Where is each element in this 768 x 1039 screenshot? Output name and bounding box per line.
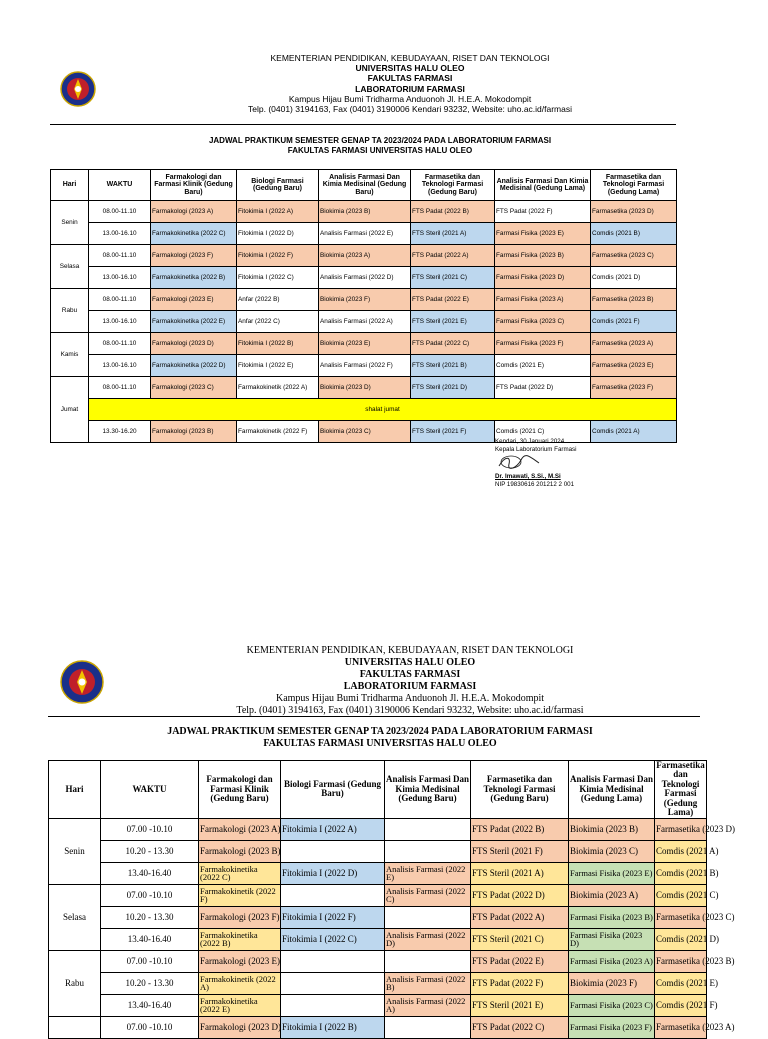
- schedule-cell: Farmakokinetik (2022 A): [199, 972, 281, 994]
- time-cell: 13.40-16.40: [101, 994, 199, 1016]
- schedule-cell: Farmakokinetika (2022 E): [199, 994, 281, 1016]
- schedule-cell: [281, 972, 385, 994]
- schedule-cell: Comdis (2021 B): [655, 862, 707, 884]
- schedule-cell: Biokimia (2023 C): [319, 421, 411, 443]
- schedule-cell: Analisis Farmasi (2022 E): [385, 862, 471, 884]
- table-row: [51, 421, 677, 443]
- university-name: UNIVERSITAS HALU OLEO: [355, 63, 465, 74]
- table-row: [49, 1016, 707, 1038]
- schedule-cell: Farmasetika (2023 E): [591, 355, 677, 377]
- schedule-cell: Farmakokinetik (2022 A): [237, 377, 319, 399]
- faculty-name: FAKULTAS FARMASI: [367, 73, 453, 84]
- column-header: Analisis Farmasi Dan Kimia Medisinal (Gedung Baru): [385, 761, 471, 819]
- schedule-cell: Analisis Farmasi (2022 A): [385, 994, 471, 1016]
- schedule-cell: Biokimia (2023 B): [319, 201, 411, 223]
- table-row: [51, 201, 677, 223]
- schedule-table: [48, 760, 735, 1039]
- schedule-cell: Farmasi Fisika (2023 C): [569, 994, 655, 1016]
- contact-info: Telp. (0401) 3194163, Fax (0401) 3190006 Kendari 93232, Website: uho.ac.id/farmasi: [248, 103, 572, 114]
- table-row: [49, 862, 707, 884]
- column-header: Analisis Farmasi Dan Kimia Medisinal (Gedung Lama): [495, 170, 591, 201]
- schedule-cell: Comdis (2021 E): [495, 355, 591, 377]
- schedule-cell: [281, 884, 385, 906]
- column-header: Farmasetika dan Teknologi Farmasi (Gedung Baru): [471, 761, 569, 819]
- university-logo-icon: [60, 660, 104, 704]
- time-cell: 07.00 -10.10: [101, 884, 199, 906]
- schedule-cell: Farmakologi (2023 E): [199, 950, 281, 972]
- day-label: Rabu: [51, 289, 89, 333]
- schedule-cell: FTS Padat (2022 E): [471, 950, 569, 972]
- schedule-cell: Analisis Farmasi (2022 C): [385, 884, 471, 906]
- schedule-cell: Biokimia (2023 D): [319, 377, 411, 399]
- ministry-name: KEMENTERIAN PENDIDIKAN, KEBUDAYAAN, RISET DAN TEKNOLOGI: [246, 645, 574, 656]
- schedule-cell: Fitokimia I (2022 C): [237, 267, 319, 289]
- schedule-cell: FTS Padat (2022 B): [471, 818, 569, 840]
- time-cell: 10.20 - 13.30: [101, 972, 199, 994]
- schedule-cell: Farmasetika (2023 B): [591, 289, 677, 311]
- lab-name: LABORATORIUM FARMASI: [343, 681, 477, 692]
- university-logo-icon: [60, 68, 96, 110]
- table-row: [49, 840, 707, 862]
- schedule-cell: FTS Padat (2022 D): [471, 884, 569, 906]
- time-cell: 08.00-11.10: [89, 245, 151, 267]
- column-header: Biologi Farmasi (Gedung Baru): [237, 170, 319, 201]
- schedule-cell: Farmasi Fisika (2023 B): [495, 245, 591, 267]
- day-label: Selasa: [51, 245, 89, 289]
- schedule-cell: Farmakokinetika (2022 E): [151, 311, 237, 333]
- time-cell: 13.00-16.10: [89, 223, 151, 245]
- signature-mark-icon: [495, 454, 545, 470]
- time-cell: 13.40-16.40: [101, 928, 199, 950]
- schedule-cell: Fitokimia I (2022 C): [281, 928, 385, 950]
- day-label: Senin: [51, 201, 89, 245]
- table-row: [49, 818, 707, 840]
- time-cell: 08.00-11.10: [89, 289, 151, 311]
- schedule-title: [100, 136, 660, 155]
- table-row: [51, 245, 677, 267]
- table-row: [49, 994, 707, 1016]
- schedule-cell: FTS Padat (2022 B): [411, 201, 495, 223]
- title-line-1: JADWAL PRAKTIKUM SEMESTER GENAP TA 2023/2024 PADA LABORATORIUM FARMASI: [208, 136, 552, 145]
- schedule-cell: Farmasetika (2023 B): [655, 950, 707, 972]
- sign-role: Kepala Laboratorium Farmasi: [495, 446, 577, 454]
- schedule-cell: Farmakologi (2023 D): [199, 1016, 281, 1038]
- schedule-cell: Farmakokinetika (2022 C): [199, 862, 281, 884]
- schedule-cell: Farmasi Fisika (2023 F): [569, 1016, 655, 1038]
- schedule-cell: FTS Padat (2022 A): [411, 245, 495, 267]
- time-cell: 07.00 -10.10: [101, 1016, 199, 1038]
- schedule-cell: FTS Steril (2021 F): [411, 421, 495, 443]
- schedule-cell: Biokimia (2023 F): [569, 972, 655, 994]
- table-row: [49, 928, 707, 950]
- schedule-cell: Analisis Farmasi (2022 D): [385, 928, 471, 950]
- time-cell: 13.00-16.10: [89, 355, 151, 377]
- address: Kampus Hijau Bumi Tridharma Anduonoh Jl. H.E.A. Mokodompit: [275, 693, 545, 704]
- time-cell: 10.20 - 13.30: [101, 906, 199, 928]
- time-cell: 13.30-16.20: [89, 421, 151, 443]
- schedule-cell: Fitokimia I (2022 F): [237, 245, 319, 267]
- column-header: WAKTU: [89, 170, 151, 201]
- schedule-cell: FTS Padat (2022 C): [411, 333, 495, 355]
- table-row: [51, 355, 677, 377]
- letterhead: [160, 645, 660, 717]
- schedule-cell: [385, 818, 471, 840]
- time-cell: 08.00-11.10: [89, 201, 151, 223]
- column-header: Hari: [51, 170, 89, 201]
- schedule-cell: Analisis Farmasi (2022 D): [319, 267, 411, 289]
- schedule-cell: Comdis (2021 B): [591, 223, 677, 245]
- letterhead: [160, 53, 660, 114]
- address: Kampus Hijau Bumi Tridharma Anduonoh Jl. H.E.A. Mokodompit: [288, 93, 532, 104]
- sign-date: Kendari, 30 Januari 2024: [495, 438, 565, 445]
- ministry-name: KEMENTERIAN PENDIDIKAN, KEBUDAYAAN, RISET DAN TEKNOLOGI: [270, 53, 550, 63]
- schedule-cell: Fitokimia I (2022 D): [281, 862, 385, 884]
- column-header: Analisis Farmasi Dan Kimia Medisinal (Gedung Lama): [569, 761, 655, 819]
- schedule-cell: FTS Steril (2021 E): [411, 311, 495, 333]
- schedule-cell: Fitokimia I (2022 A): [281, 818, 385, 840]
- schedule-cell: FTS Padat (2022 F): [471, 972, 569, 994]
- schedule-cell: Farmakologi (2023 D): [151, 333, 237, 355]
- schedule-cell: Farmakokinetik (2022 F): [237, 421, 319, 443]
- schedule-cell: Fitokimia I (2022 A): [237, 201, 319, 223]
- schedule-cell: Comdis (2021 C): [655, 884, 707, 906]
- table-row: [51, 311, 677, 333]
- schedule-cell: Fitokimia I (2022 D): [237, 223, 319, 245]
- break-row-label: shalat jumat: [89, 399, 677, 421]
- day-label: Jumat: [51, 377, 89, 443]
- schedule-cell: Analisis Farmasi (2022 F): [319, 355, 411, 377]
- table-row: [49, 972, 707, 994]
- schedule-cell: Farmakokinetika (2022 D): [151, 355, 237, 377]
- schedule-cell: Farmasi Fisika (2023 C): [495, 311, 591, 333]
- schedule-cell: FTS Steril (2021 A): [411, 223, 495, 245]
- schedule-cell: Farmasi Fisika (2023 F): [495, 333, 591, 355]
- table-row: [51, 399, 677, 421]
- schedule-cell: FTS Steril (2021 B): [411, 355, 495, 377]
- header-divider: [48, 716, 700, 717]
- schedule-cell: Fitokimia I (2022 B): [237, 333, 319, 355]
- schedule-cell: FTS Padat (2022 E): [411, 289, 495, 311]
- schedule-cell: Farmasi Fisika (2023 E): [495, 223, 591, 245]
- schedule-cell: [281, 950, 385, 972]
- schedule-cell: Comdis (2021 D): [591, 267, 677, 289]
- schedule-cell: Farmasetika (2023 C): [591, 245, 677, 267]
- column-header: Biologi Farmasi (Gedung Baru): [281, 761, 385, 819]
- schedule-cell: FTS Padat (2022 C): [471, 1016, 569, 1038]
- table-header-row: [51, 170, 677, 201]
- schedule-cell: Analisis Farmasi (2022 B): [385, 972, 471, 994]
- table-row: [51, 333, 677, 355]
- schedule-cell: Farmasi Fisika (2023 A): [495, 289, 591, 311]
- schedule-cell: Farmasetika (2023 D): [591, 201, 677, 223]
- schedule-cell: [385, 906, 471, 928]
- schedule-cell: Farmakokinetika (2022 B): [151, 267, 237, 289]
- schedule-cell: Comdis (2021 A): [591, 421, 677, 443]
- lab-name: LABORATORIUM FARMASI: [355, 83, 465, 94]
- schedule-cell: [385, 840, 471, 862]
- table-row: [51, 377, 677, 399]
- column-header: Analisis Farmasi Dan Kimia Medisinal (Gedung Baru): [319, 170, 411, 201]
- table-row: [49, 950, 707, 972]
- header-divider: [50, 124, 676, 125]
- column-header: Hari: [49, 761, 101, 819]
- schedule-cell: Comdis (2021 E): [655, 972, 707, 994]
- schedule-cell: Farmasetika (2023 A): [591, 333, 677, 355]
- table-header-row: [49, 761, 707, 819]
- schedule-cell: FTS Padat (2022 F): [495, 201, 591, 223]
- schedule-cell: Farmakologi (2023 B): [151, 421, 237, 443]
- schedule-page-2: [0, 620, 768, 1033]
- schedule-cell: Anfar (2022 B): [237, 289, 319, 311]
- title-line-1: JADWAL PRAKTIKUM SEMESTER GENAP TA 2023/2024 PADA LABORATORIUM FARMASI: [167, 726, 593, 737]
- schedule-cell: FTS Steril (2021 D): [411, 377, 495, 399]
- schedule-cell: [281, 840, 385, 862]
- schedule-cell: FTS Steril (2021 C): [411, 267, 495, 289]
- schedule-cell: Farmasetika (2023 D): [655, 818, 707, 840]
- schedule-cell: Anfar (2022 C): [237, 311, 319, 333]
- schedule-cell: Farmakokinetika (2022 C): [151, 223, 237, 245]
- schedule-cell: Farmakologi (2023 E): [151, 289, 237, 311]
- table-row: [51, 289, 677, 311]
- schedule-cell: Farmasetika (2023 C): [655, 906, 707, 928]
- table-row: [51, 223, 677, 245]
- time-cell: 13.00-16.10: [89, 267, 151, 289]
- schedule-cell: Farmasetika (2023 F): [591, 377, 677, 399]
- schedule-cell: Analisis Farmasi (2022 E): [319, 223, 411, 245]
- contact-info: Telp. (0401) 3194163, Fax (0401) 3190006 Kendari 93232, Website: uho.ac.id/farmasi: [236, 705, 584, 716]
- time-cell: 13.00-16.10: [89, 311, 151, 333]
- column-header: WAKTU: [101, 761, 199, 819]
- schedule-cell: Farmakologi (2023 F): [151, 245, 237, 267]
- column-header: Farmakologi dan Farmasi Klinik (Gedung Baru): [151, 170, 237, 201]
- schedule-cell: [281, 994, 385, 1016]
- title-line-2: FAKULTAS FARMASI UNIVERSITAS HALU OLEO: [287, 145, 473, 155]
- time-cell: 07.00 -10.10: [101, 950, 199, 972]
- schedule-cell: Farmakokinetika (2022 B): [199, 928, 281, 950]
- sign-name: Dr. Imawati, S.Si., M.Si: [495, 473, 561, 481]
- schedule-cell: Analisis Farmasi (2022 A): [319, 311, 411, 333]
- schedule-cell: Farmakologi (2023 A): [151, 201, 237, 223]
- schedule-cell: Biokimia (2023 B): [569, 818, 655, 840]
- schedule-cell: Fitokimia I (2022 F): [281, 906, 385, 928]
- table-row: [49, 884, 707, 906]
- schedule-cell: FTS Padat (2022 A): [471, 906, 569, 928]
- schedule-cell: Comdis (2021 D): [655, 928, 707, 950]
- schedule-cell: Farmakologi (2023 C): [151, 377, 237, 399]
- schedule-cell: FTS Steril (2021 C): [471, 928, 569, 950]
- schedule-cell: Farmasi Fisika (2023 D): [495, 267, 591, 289]
- schedule-cell: Comdis (2021 F): [655, 994, 707, 1016]
- title-line-2: FAKULTAS FARMASI UNIVERSITAS HALU OLEO: [263, 738, 497, 749]
- schedule-cell: Fitokimia I (2022 E): [237, 355, 319, 377]
- schedule-cell: FTS Steril (2021 E): [471, 994, 569, 1016]
- schedule-cell: Farmakokinetik (2022 F): [199, 884, 281, 906]
- schedule-cell: Biokimia (2023 F): [319, 289, 411, 311]
- schedule-cell: Farmakologi (2023 B): [199, 840, 281, 862]
- schedule-table: [50, 169, 677, 443]
- schedule-cell: Comdis (2021 C): [495, 421, 591, 443]
- day-label: Selasa: [49, 884, 101, 950]
- schedule-cell: FTS Padat (2022 D): [495, 377, 591, 399]
- day-label: Kamis: [51, 333, 89, 377]
- time-cell: 13.40-16.40: [101, 862, 199, 884]
- schedule-cell: Farmasi Fisika (2023 A): [569, 950, 655, 972]
- column-header: Farmasetika dan Teknologi Farmasi (Gedung Baru): [411, 170, 495, 201]
- schedule-cell: [385, 950, 471, 972]
- time-cell: 08.00-11.10: [89, 333, 151, 355]
- schedule-cell: Biokimia (2023 A): [569, 884, 655, 906]
- time-cell: 08.00-11.10: [89, 377, 151, 399]
- schedule-cell: FTS Steril (2021 F): [471, 840, 569, 862]
- schedule-cell: Biokimia (2023 C): [569, 840, 655, 862]
- schedule-cell: Comdis (2021 F): [591, 311, 677, 333]
- table-row: [51, 267, 677, 289]
- faculty-name: FAKULTAS FARMASI: [359, 669, 461, 680]
- schedule-cell: Biokimia (2023 E): [319, 333, 411, 355]
- schedule-cell: Farmakologi (2023 A): [199, 818, 281, 840]
- table-row: [49, 906, 707, 928]
- time-cell: 10.20 - 13.30: [101, 840, 199, 862]
- schedule-cell: Biokimia (2023 A): [319, 245, 411, 267]
- day-label: Senin: [49, 818, 101, 884]
- sign-nip: NIP 19830616 201212 2 001: [495, 481, 575, 489]
- schedule-cell: [385, 1016, 471, 1038]
- schedule-title: [100, 726, 660, 750]
- time-cell: 07.00 -10.10: [101, 818, 199, 840]
- column-header: Farmakologi dan Farmasi Klinik (Gedung Baru): [199, 761, 281, 819]
- schedule-cell: Farmasi Fisika (2023 E): [569, 862, 655, 884]
- column-header: Farmasetika dan Teknologi Farmasi (Gedung Lama): [656, 760, 705, 818]
- schedule-cell: Farmasi Fisika (2023 B): [569, 906, 655, 928]
- schedule-cell: Farmasetika (2023 A): [655, 1016, 707, 1038]
- schedule-cell: FTS Steril (2021 A): [471, 862, 569, 884]
- schedule-cell: Farmasi Fisika (2023 D): [569, 928, 655, 950]
- signature-block: [495, 438, 577, 489]
- column-header: Farmasetika dan Teknologi Farmasi (Gedung Lama): [591, 170, 677, 201]
- day-label: Rabu: [49, 950, 101, 1016]
- schedule-cell: Fitokimia I (2022 B): [281, 1016, 385, 1038]
- day-label: [49, 1016, 101, 1038]
- schedule-cell: Farmakologi (2023 F): [199, 906, 281, 928]
- university-name: UNIVERSITAS HALU OLEO: [344, 657, 476, 668]
- schedule-cell: Comdis (2021 A): [655, 840, 707, 862]
